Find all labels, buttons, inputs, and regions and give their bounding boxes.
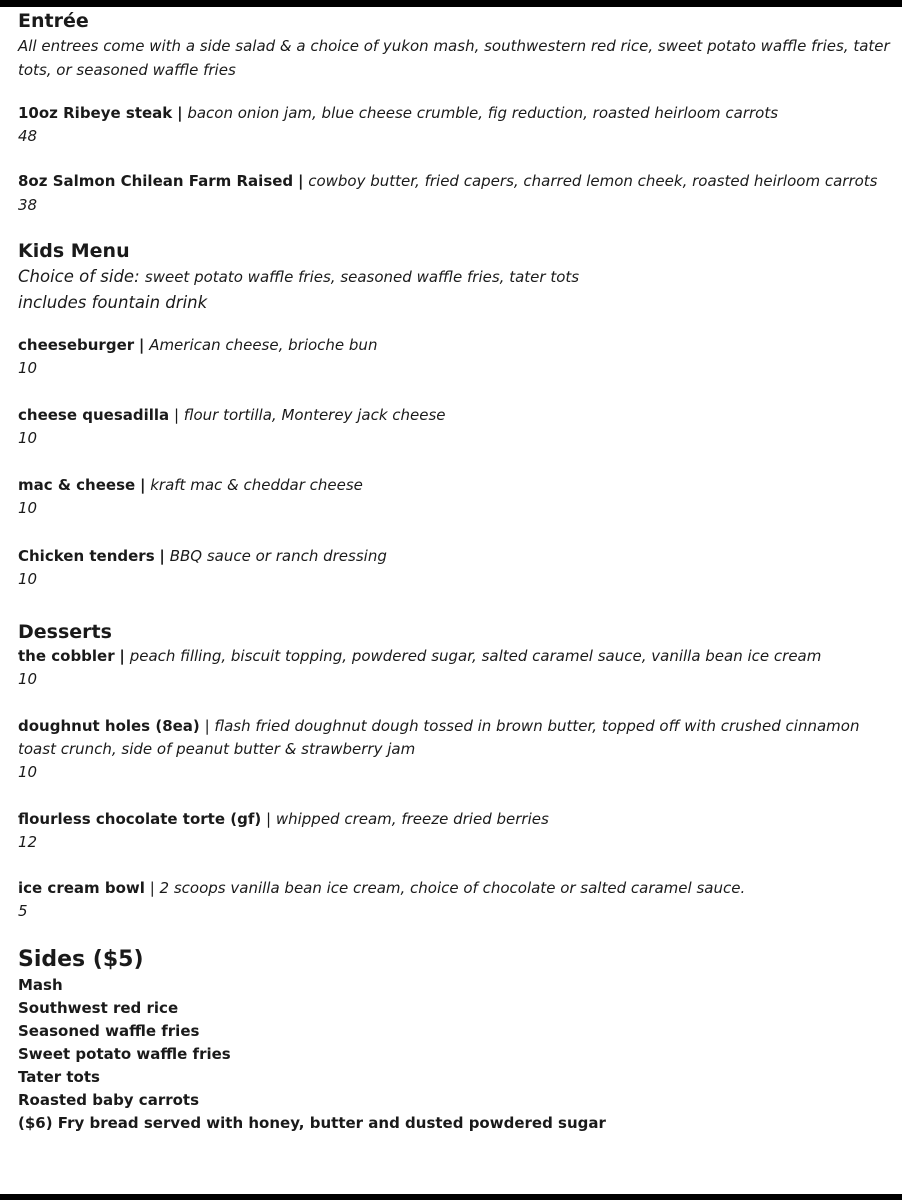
item-name: 8oz Salmon Chilean Farm Raised xyxy=(18,172,294,190)
desserts-section xyxy=(18,619,896,922)
item-price: 10 xyxy=(18,570,38,588)
item-price: 10 xyxy=(18,499,38,517)
separator: | xyxy=(119,647,125,665)
list-item: Mash xyxy=(18,976,63,994)
list-item: Southwest red rice xyxy=(18,999,179,1017)
menu-item xyxy=(18,715,896,783)
entree-note: All entrees come with a side salad & a choice of yukon mash, southwestern red rice, sweet potato waffle fries, tater tots, or seasoned waffle fries xyxy=(18,37,890,79)
item-description: whipped cream, freeze dried berries xyxy=(275,810,549,828)
item-name: cheese quesadilla xyxy=(18,406,170,424)
item-name: Chicken tenders xyxy=(18,547,155,565)
section-title-sides: Sides ($5) xyxy=(18,947,144,972)
item-name: ice cream bowl xyxy=(18,879,145,897)
kids-note-rest: sweet potato waffle fries, seasoned waffle fries, tater tots xyxy=(144,268,580,286)
list-item: Roasted baby carrots xyxy=(18,1091,200,1109)
menu-item xyxy=(18,404,896,449)
list-item: Sweet potato waffle fries xyxy=(18,1045,231,1063)
item-description: cowboy butter, fried capers, charred lemon cheek, roasted heirloom carrots xyxy=(308,172,878,190)
menu-item xyxy=(18,545,896,590)
kids-note-drink: includes fountain drink xyxy=(18,293,208,312)
kids-section xyxy=(18,238,896,590)
section-title-entree: Entrée xyxy=(18,10,89,32)
list-item: Seasoned waffle fries xyxy=(18,1022,200,1040)
separator: | xyxy=(177,104,183,122)
item-description: BBQ sauce or ranch dressing xyxy=(169,547,387,565)
item-name: the cobbler xyxy=(18,647,115,665)
item-price: 10 xyxy=(18,763,38,781)
entree-section xyxy=(18,8,896,216)
item-name: 10oz Ribeye steak xyxy=(18,104,173,122)
section-title-desserts: Desserts xyxy=(18,621,112,643)
item-description: bacon onion jam, blue cheese crumble, fig reduction, roasted heirloom carrots xyxy=(187,104,779,122)
item-price: 5 xyxy=(18,902,28,920)
separator: | xyxy=(149,879,155,897)
menu-item xyxy=(18,334,896,379)
item-description: 2 scoops vanilla bean ice cream, choice of chocolate or salted caramel sauce. xyxy=(159,879,746,897)
separator: | xyxy=(173,406,180,424)
item-name: cheeseburger xyxy=(18,336,135,354)
item-price: 48 xyxy=(18,127,38,145)
item-description: peach filling, biscuit topping, powdered sugar, salted caramel sauce, vanilla bean ice cream xyxy=(129,647,822,665)
item-name: flourless chocolate torte (gf) xyxy=(18,810,262,828)
item-description: American cheese, brioche bun xyxy=(149,336,378,354)
separator: | xyxy=(204,717,210,735)
kids-note-prefix: Choice of side: xyxy=(18,267,140,286)
sides-list xyxy=(18,974,896,1135)
item-price: 10 xyxy=(18,359,38,377)
item-description: kraft mac & cheddar cheese xyxy=(150,476,363,494)
menu-item xyxy=(18,169,896,216)
separator: | xyxy=(139,476,146,494)
item-description: flour tortilla, Monterey jack cheese xyxy=(183,406,446,424)
bottom-border xyxy=(0,1194,902,1200)
list-item: ($6) Fry bread served with honey, butter and dusted powdered sugar xyxy=(18,1114,606,1132)
item-name: mac & cheese xyxy=(18,476,136,494)
menu-item xyxy=(18,808,896,853)
item-description: flash fried doughnut dough tossed in brown butter, topped off with crushed cinnamon toast crunch, side of peanut butter & strawberry jam xyxy=(18,717,860,758)
menu-page xyxy=(18,8,896,1135)
item-price: 12 xyxy=(18,833,38,851)
separator: | xyxy=(138,336,145,354)
kids-note xyxy=(18,264,896,290)
list-item: Tater tots xyxy=(18,1068,100,1086)
menu-item xyxy=(18,645,896,690)
sides-section xyxy=(18,946,896,1135)
item-price: 38 xyxy=(18,196,38,214)
item-name: doughnut holes (8ea) xyxy=(18,717,200,735)
section-title-kids: Kids Menu xyxy=(18,240,130,262)
separator: | xyxy=(297,172,304,190)
item-price: 10 xyxy=(18,429,38,447)
item-price: 10 xyxy=(18,670,38,688)
menu-item xyxy=(18,877,896,922)
menu-item xyxy=(18,474,896,519)
top-border xyxy=(0,0,902,7)
menu-item xyxy=(18,102,896,147)
separator: | xyxy=(159,547,165,565)
separator: | xyxy=(266,810,272,828)
